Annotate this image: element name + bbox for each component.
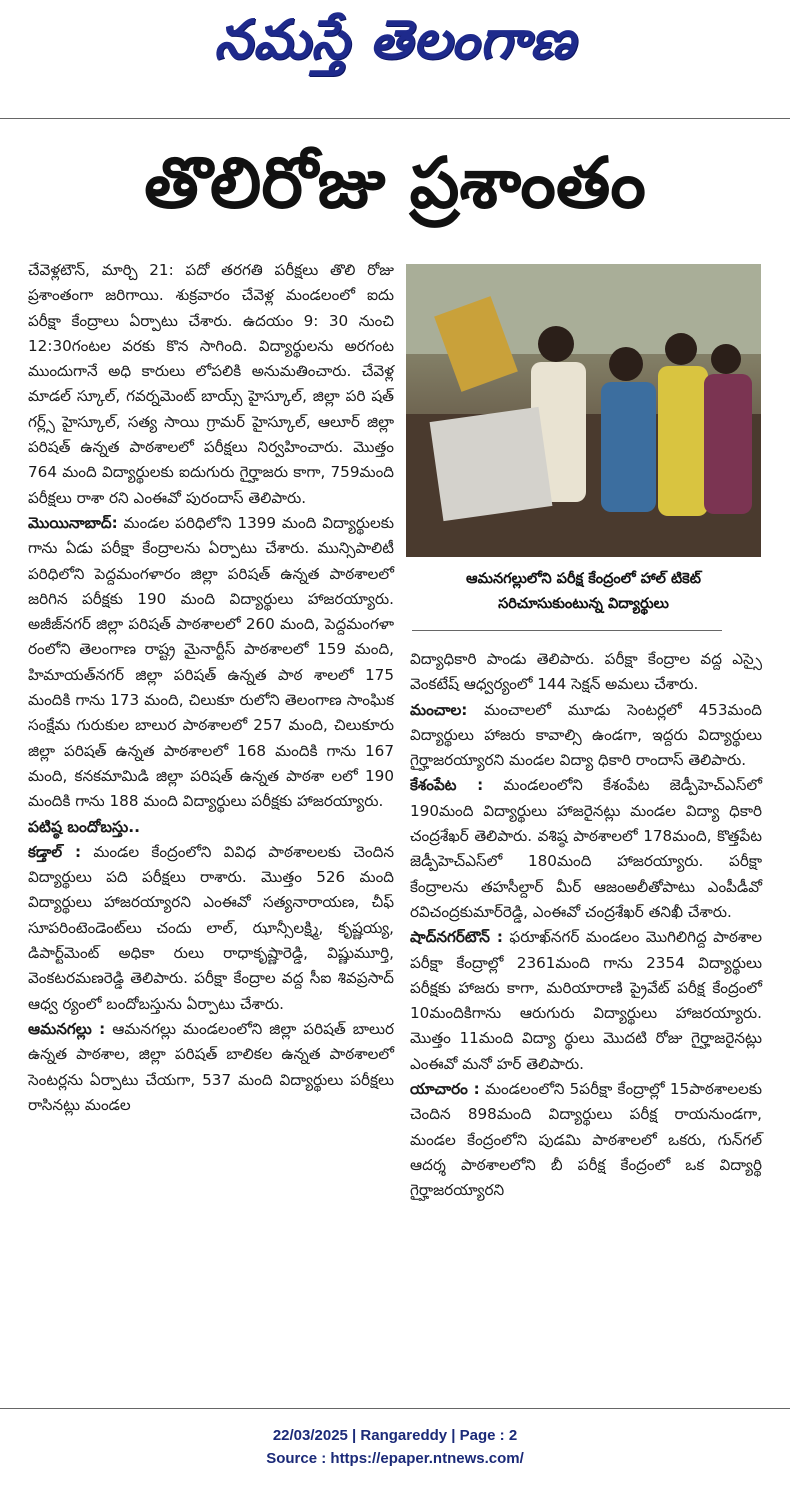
footer-source: Source : https://epaper.ntnews.com/: [266, 1450, 524, 1467]
section-lead: యాచారం :: [410, 1080, 480, 1099]
caption-divider: [412, 630, 722, 631]
paragraph-shadnagar: షాద్‌నగర్‌టౌన్‌ : ఫరూఖ్‌నగర్‌ మండలం మొగిలిగిద్ద పాఠశాల పరీక్షా కేంద్రాల్లో 2361మంది గాను 2354 విద్యార్థులు పరీక్షకు హాజరు కాగా, మరియారాణి ప్రైవేట్‌ పరీక్ష కేంద్రంలో 10మందికిగాను ఆరుగురు విద్యార్థులు హాజరయ్యారు. మొత్తం 11మంది విద్యా ర్థులు మొదటి రోజు గైర్హాజరైనట్లు ఎంఈవో మనో హర్‌ తెలిపారు.: [410, 928, 762, 1073]
paragraph-yacharam: యాచారం : మండలంలోని 5పరీక్షా కేంద్రాల్లో 15పాఠశాలలకు చెందిన 898మంది విద్యార్థులు పరీక్ష రాయనుండగా, మండల కేంద్రంలోని పుడమి పాఠశాలలో ఒకరు, గున్‌గల్‌ ఆదర్శ పాఠశాలలోని బీ పరీక్ష కేంద్రంలో ఒక విద్యార్థి గైర్హాజరయ్యారని: [410, 1080, 762, 1200]
news-photo: [406, 264, 761, 557]
footer-divider: [0, 1408, 790, 1409]
section-lead: ఆమనగల్లు :: [28, 1019, 106, 1038]
section-lead: మొయినాబాద్‌:: [28, 513, 118, 532]
section-lead: కడ్తాల్‌ :: [28, 842, 82, 861]
masthead: [0, 0, 790, 92]
article-headline: తొలిరోజు ప్రశాంతం: [144, 142, 646, 224]
page-footer: [0, 1424, 790, 1470]
right-column: [410, 647, 762, 1204]
paragraph-keshampet: కేశంపేట : మండలంలోని కేశంపేట జెడ్పీహెచ్‌ఎస్‌లో 190మంది విద్యార్థులు హాజరైనట్లు మండల విద్యా ధికారి చంద్రశేఖర్‌ తెలిపారు. వశిష్ఠ పాఠశాలలో 178మంది, కొత్తపేట జెడ్పీహెచ్‌ఎస్‌లో 180మంది హాజరయ్యారు. పరీక్షా కేంద్రాలను తహసీల్దార్‌ మీర్‌ ఆజంఅలీతోపాటు ఎంపీడీవో రవిచంద్రకుమార్‌రెడ్డి, ఎంఈవో చంద్రశేఖర్‌ తనిఖీ చేశారు.: [410, 776, 762, 921]
students-photo-illustration: [406, 264, 761, 557]
newspaper-logo: నమస్తే తెలంగాణ: [214, 8, 576, 71]
masthead-divider: [0, 118, 790, 119]
section-lead: షాద్‌నగర్‌టౌన్‌ :: [410, 928, 503, 947]
section-lead: కేశంపేట :: [410, 776, 484, 795]
paragraph-kadthal: కడ్తాల్‌ : మండల కేంద్రంలోని వివిధ పాఠశాలలకు చెందిన విద్యార్థులు పది పరీక్షలు రాశారు. మొత్తం 526 మంది విద్యార్థులు హాజరయ్యారని ఎంఈవో సత్యనారాయణ, చీఫ్‌ సూపరింటెండెంట్‌లు చందు లాల్‌, ఝాన్సీలక్ష్మి, కృష్ణయ్య, డిపార్ట్‌మెంట్‌ అధికా రులు రాధాకృష్ణారెడ్డి, విష్ణుమూర్తి, వెంకటరమణరెడ్డి తెలిపారు. పరీక్షా కేంద్రాల వద్ద సీఐ శివప్రసాద్‌ ఆధ్వ ర్యంలో బందోబస్తును ఏర్పాటు చేశారు.: [28, 842, 394, 1013]
photo-caption: ఆమనగల్లులోని పరీక్ష కేంద్రంలో హాల్‌ టికెట్‌ సరిచూసుకుంటున్న విద్యార్థులు: [466, 571, 701, 612]
subheading: పటిష్ఠ బందోబస్తు..: [28, 817, 141, 836]
left-column: [28, 258, 394, 1118]
paragraph-chevella: చేవెళ్లటౌన్‌, మార్చి 21: పదో తరగతి పరీక్షలు తొలి రోజు ప్రశాంతంగా జరిగాయి. శుక్రవారం చేవెళ్ల మండలంలో ఐదు పరీక్షా కేంద్రాలు ఏర్పాటు చేశారు. ఉదయం 9: 30 నుంచి 12:30గంటల వరకు కొన సాగింది. విద్యార్థులను అరగంట ముందుగానే అధి కారులు లోపలికి అనుమతించారు. చేవెళ్ల మాడల్‌ స్కూల్‌, గవర్నమెంట్‌ బాయ్స్‌ హైస్కూల్‌, జిల్లా పరి షత్‌ గర్ల్స్‌ హైస్కూల్‌, సత్య సాయి గ్రామర్‌ హైస్కూల్‌, ఆలూర్‌ జిల్లా పరిషత్‌ ఉన్నత పాఠశాలలో పరీక్షలు నిర్వహించారు. మొత్తం 764 మంది విద్యార్థులకు ఐదుగురు గైర్హాజరు కాగా, 759మంది పరీక్షలు రాశా రని ఎంఈవో పురందాస్‌ తెలిపారు.: [28, 261, 394, 507]
paragraph-amangal-continued: విద్యాధికారి పాండు తెలిపారు. పరీక్షా కేంద్రాల వద్ద ఎస్సై వెంకటేష్‌ ఆధ్వర్యంలో 144 సెక్షన్‌ అమలు చేశారు.: [410, 650, 762, 694]
section-lead: మంచాల:: [410, 700, 468, 719]
paragraph-manchala: మంచాల: మంచాలలో మూడు సెంటర్లలో 453మంది విద్యార్థులు హాజరు కావాల్సి ఉండగా, ఇద్దరు విద్యార్థులు గైర్హాజరయ్యారని మండల విద్యా ధికారి రాందాస్‌ తెలిపారు.: [410, 700, 762, 770]
paragraph-moinabad: మొయినాబాద్‌: మండల పరిధిలోని 1399 మంది విద్యార్థులకు గాను ఏడు పరీక్షా కేంద్రాలను ఏర్పాటు చేశారు. మున్సిపాలిటీ పరిధిలోని పెద్దమంగళారం జిల్లా పరిషత్‌ ఉన్నత పాఠశాలలో జరిగిన పరీక్షకు 190 మంది విద్యార్థులు హాజరయ్యారు. అజీజ్‌నగర్‌ జిల్లా పరిషత్‌ పాఠశాలలో 260 మంది, పెద్దమంగళా రంలోని తెలంగాణ రాష్ట్ర మైనార్టీస్‌ పాఠశాలలో 159 మంది, హిమాయత్‌నగర్‌ జిల్లా పరిషత్‌ ఉన్నత పాఠ శాలలో 175 మందికి గాను 173 మంది, చిలుకూ రులోని తెలంగాణ సాంఘిక సంక్షేమ గురుకుల బాలుర పాఠశాలలో 257 మంది, చిలుకూరు జిల్లా పరిషత్‌ ఉన్నత పాఠశాలలో 168 మందికి గాను 167 మంది, కనకమామిడి జిల్లా పరిషత్‌ ఉన్నత పాఠశా లలో 190 మందికి గాను 188 మంది విద్యార్థులు పరీక్షకు హాజరయ్యారు.: [28, 513, 394, 811]
footer-date-page: 22/03/2025 | Rangareddy | Page : 2: [272, 1427, 518, 1444]
paragraph-amangal: ఆమనగల్లు : ఆమనగల్లు మండలంలోని జిల్లా పరిషత్‌ బాలుర ఉన్నత పాఠశాల, జిల్లా పరిషత్‌ బాలికల ఉన్నత పాఠశాలలో సెంటర్లను ఏర్పాటు చేయగా, 537 మంది విద్యార్థులు పరీక్షలు రాసినట్లు మండల: [28, 1019, 395, 1114]
